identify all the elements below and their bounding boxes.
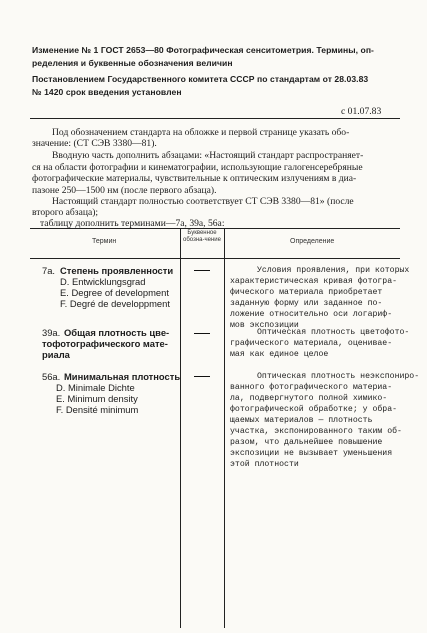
def-39a-line-3: мая как единое целое — [230, 350, 329, 359]
def-56a-line-2: ванного фотографического материа- — [230, 383, 393, 392]
def-56a-line-7: разом, что дальнейшее повышение — [230, 438, 383, 447]
body-line-7: Настоящий стандарт полностью соответствует СТ СЭВ 3380—81» (после — [52, 196, 354, 207]
effective-date: с 01.07.83 — [341, 106, 382, 117]
def-39a-line-1: Оптическая плотность цветофото- — [257, 328, 410, 337]
def-56a-line-4: фотографической обработке; у обра- — [230, 405, 398, 414]
def-39a-line-2: графического материала, оцениваe- — [230, 339, 393, 348]
body-line-2: значение: (СТ СЭВ 3380—81). — [32, 138, 157, 149]
def-56a-line-9: этой плотности — [230, 460, 299, 469]
body-line-8: второго абзаца); — [32, 207, 99, 218]
amendment-title-line2: ределения и буквенные обозначения величин — [32, 58, 233, 68]
body-line-5: фотографические материалы, чувствительные к оптическим излучениям в диа- — [32, 173, 357, 184]
def-7a-line-5: ложение относительно оси логариф- — [230, 310, 393, 319]
resolution-line1: Постановлением Государственного комитета СССР по стандартам от 28.03.83 — [32, 74, 369, 84]
header-rule — [30, 118, 400, 119]
def-7a-line-4: заданную форму или заданное по- — [230, 299, 383, 308]
term-number-39a: 39а. — [42, 327, 61, 338]
table-header-rule — [30, 258, 400, 259]
def-7a-line-3: фического материала приобретает — [230, 288, 383, 297]
body-line-9: таблицу дополнить терминами—7а, 39а, 56а: — [40, 218, 225, 229]
table-column-divider-2 — [224, 228, 225, 628]
symbol-dash-7a — [194, 270, 210, 271]
resolution-line2: № 1420 срок введения установлен — [32, 87, 182, 97]
term-56a-german: D. Minimale Dichte — [56, 382, 135, 393]
term-39a-line-2: тофотографического мате- — [42, 338, 168, 349]
column-header-definition: Определение — [290, 238, 335, 245]
def-7a-line-1: Условия проявления, при которых — [257, 266, 410, 275]
body-line-1: Под обозначением стандарта на обложке и первой странице указать обо- — [52, 127, 350, 138]
table-top-rule — [30, 228, 400, 229]
term-number-7a: 7а. — [42, 265, 56, 276]
body-line-6: пазоне 250—1500 нм (после первого абзаца). — [32, 185, 217, 196]
term-39a-line-3: риала — [42, 349, 70, 360]
def-56a-line-6: участка, экспонированного таким об- — [230, 427, 402, 436]
column-header-term: Термин — [92, 238, 117, 245]
term-7a-english: E. Degree of development — [60, 287, 169, 298]
term-7a-german: D. Entwicklungsgrad — [60, 276, 146, 287]
def-56a-line-3: ла, подвергнутого полной химико- — [230, 394, 388, 403]
body-line-3: Вводную часть дополнить абзацами: «Настоящий стандарт распространяет- — [52, 150, 364, 161]
symbol-dash-39a — [194, 333, 210, 334]
term-56a-title: Минимальная плотность — [64, 371, 181, 382]
term-56a-english: E. Minimum density — [56, 393, 138, 404]
amendment-title-line1: Изменение № 1 ГОСТ 2653—80 Фотографическая сенситометрия. Термины, оп- — [32, 45, 374, 55]
def-7a-line-6: мов экспозиции — [230, 321, 299, 330]
def-56a-line-8: экспозиции не вызывает уменьшения — [230, 449, 393, 458]
term-39a-line-1: Общая плотность цве- — [64, 327, 170, 338]
term-7a-title: Степень проявленности — [60, 265, 174, 276]
body-line-4: ся на области фотографии и кинематографии, использующие галогенсеребряные — [32, 162, 363, 173]
column-header-symbol: Буквенное обозна-чение — [183, 230, 221, 243]
term-56a-french: F. Densité minimum — [56, 404, 139, 415]
def-7a-line-2: характеристическая кривая фотогра- — [230, 277, 398, 286]
term-number-56a: 56а. — [42, 371, 61, 382]
table-column-divider-1 — [180, 228, 181, 628]
term-7a-french: F. Degré de developpment — [60, 298, 170, 309]
def-56a-line-1: Оптическая плотность неэкспониро- — [257, 372, 420, 381]
symbol-dash-56a — [194, 376, 210, 377]
def-56a-line-5: щаемых материалов — плотность — [230, 416, 373, 425]
